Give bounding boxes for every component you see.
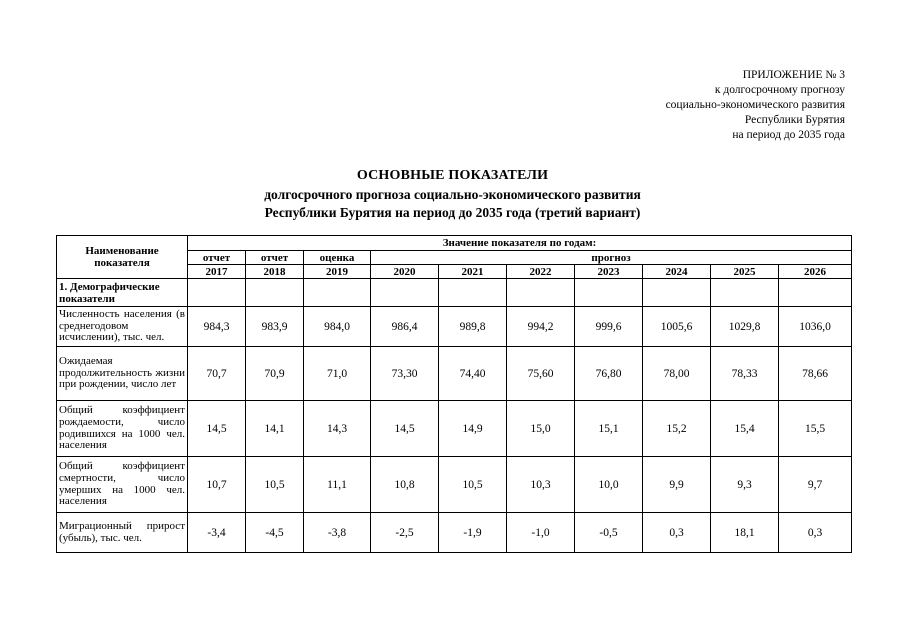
value-cell: 14,1 — [246, 401, 304, 457]
empty-cell — [643, 279, 711, 307]
value-cell: 984,0 — [304, 307, 371, 347]
value-cell: 10,5 — [246, 457, 304, 513]
value-cell: 70,7 — [188, 347, 246, 401]
appendix-line: на период до 2035 года — [732, 129, 845, 141]
year-header: 2022 — [507, 265, 575, 279]
value-cell: 73,30 — [371, 347, 439, 401]
year-header: 2017 — [188, 265, 246, 279]
appendix-line: к долгосрочному прогнозу — [714, 84, 845, 96]
appendix-line: социально-экономического развития — [665, 99, 845, 111]
value-cell: 14,5 — [188, 401, 246, 457]
value-cell: -3,8 — [304, 513, 371, 553]
value-cell: -0,5 — [575, 513, 643, 553]
col-type-estimate: оценка — [304, 251, 371, 265]
indicators-table — [56, 235, 852, 553]
table-row — [57, 307, 852, 347]
table-row — [57, 401, 852, 457]
value-cell: 70,9 — [246, 347, 304, 401]
value-cell: 14,5 — [371, 401, 439, 457]
title-line-3: Республики Бурятия на период до 2035 года (третий вариант) — [264, 205, 641, 220]
title-line-1: ОСНОВНЫЕ ПОКАЗАТЕЛИ — [356, 168, 549, 183]
empty-cell — [711, 279, 779, 307]
value-cell: 1029,8 — [711, 307, 779, 347]
value-cell: 10,3 — [507, 457, 575, 513]
title-line-2: долгосрочного прогноза социально-экономического развития — [264, 187, 641, 202]
year-header: 2024 — [643, 265, 711, 279]
value-cell: 984,3 — [188, 307, 246, 347]
values-header: Значение показателя по годам: — [188, 236, 852, 251]
empty-cell — [188, 279, 246, 307]
value-cell: 994,2 — [507, 307, 575, 347]
value-cell: 15,1 — [575, 401, 643, 457]
value-cell: 9,3 — [711, 457, 779, 513]
value-cell: 78,00 — [643, 347, 711, 401]
value-cell: 9,9 — [643, 457, 711, 513]
empty-cell — [246, 279, 304, 307]
value-cell: 11,1 — [304, 457, 371, 513]
value-cell: -3,4 — [188, 513, 246, 553]
section-label: 1. Демографические показатели — [57, 279, 188, 307]
empty-cell — [439, 279, 507, 307]
value-cell: 983,9 — [246, 307, 304, 347]
empty-cell — [779, 279, 852, 307]
empty-cell — [575, 279, 643, 307]
row-label: Миграционный прирост (убыль), тыс. чел. — [57, 513, 188, 553]
row-label: Численность населения (в среднегодовом исчислении), тыс. чел. — [57, 307, 188, 347]
value-cell: 989,8 — [439, 307, 507, 347]
value-cell: 999,6 — [575, 307, 643, 347]
empty-cell — [304, 279, 371, 307]
value-cell: -1,0 — [507, 513, 575, 553]
value-cell: 0,3 — [643, 513, 711, 553]
table-row — [57, 513, 852, 553]
col-type-forecast: прогноз — [371, 251, 852, 265]
value-cell: 15,2 — [643, 401, 711, 457]
value-cell: 986,4 — [371, 307, 439, 347]
value-cell: 78,66 — [779, 347, 852, 401]
value-cell: 76,80 — [575, 347, 643, 401]
col-type-report: отчет — [188, 251, 246, 265]
year-header: 2021 — [439, 265, 507, 279]
value-cell: 0,3 — [779, 513, 852, 553]
value-cell: 15,0 — [507, 401, 575, 457]
year-header: 2018 — [246, 265, 304, 279]
year-header: 2025 — [711, 265, 779, 279]
year-header: 2019 — [304, 265, 371, 279]
appendix-note — [666, 68, 845, 143]
value-cell: 10,5 — [439, 457, 507, 513]
value-cell: 18,1 — [711, 513, 779, 553]
row-label: Общий коэффициент смертности, число умерших на 1000 чел. населения — [57, 457, 188, 513]
value-cell: -4,5 — [246, 513, 304, 553]
value-cell: 15,5 — [779, 401, 852, 457]
value-cell: 71,0 — [304, 347, 371, 401]
value-cell: -1,9 — [439, 513, 507, 553]
name-column-header: Наименование показателя — [57, 236, 188, 279]
table-row — [57, 347, 852, 401]
document-title — [0, 166, 905, 222]
value-cell: 74,40 — [439, 347, 507, 401]
value-cell: 15,4 — [711, 401, 779, 457]
value-cell: 14,9 — [439, 401, 507, 457]
value-cell: -2,5 — [371, 513, 439, 553]
value-cell: 10,0 — [575, 457, 643, 513]
appendix-line: ПРИЛОЖЕНИЕ № 3 — [742, 69, 845, 81]
row-label: Общий коэффициент рождаемости, число родившихся на 1000 чел. населения — [57, 401, 188, 457]
appendix-line: Республики Бурятия — [744, 114, 845, 126]
value-cell: 78,33 — [711, 347, 779, 401]
row-label: Ожидаемая продолжительность жизни при рождении, число лет — [57, 347, 188, 401]
year-header: 2026 — [779, 265, 852, 279]
col-type-report: отчет — [246, 251, 304, 265]
empty-cell — [371, 279, 439, 307]
table-row — [57, 457, 852, 513]
section-row — [57, 279, 852, 307]
year-header: 2020 — [371, 265, 439, 279]
value-cell: 75,60 — [507, 347, 575, 401]
value-cell: 1036,0 — [779, 307, 852, 347]
value-cell: 1005,6 — [643, 307, 711, 347]
value-cell: 9,7 — [779, 457, 852, 513]
value-cell: 14,3 — [304, 401, 371, 457]
year-header: 2023 — [575, 265, 643, 279]
value-cell: 10,8 — [371, 457, 439, 513]
empty-cell — [507, 279, 575, 307]
value-cell: 10,7 — [188, 457, 246, 513]
